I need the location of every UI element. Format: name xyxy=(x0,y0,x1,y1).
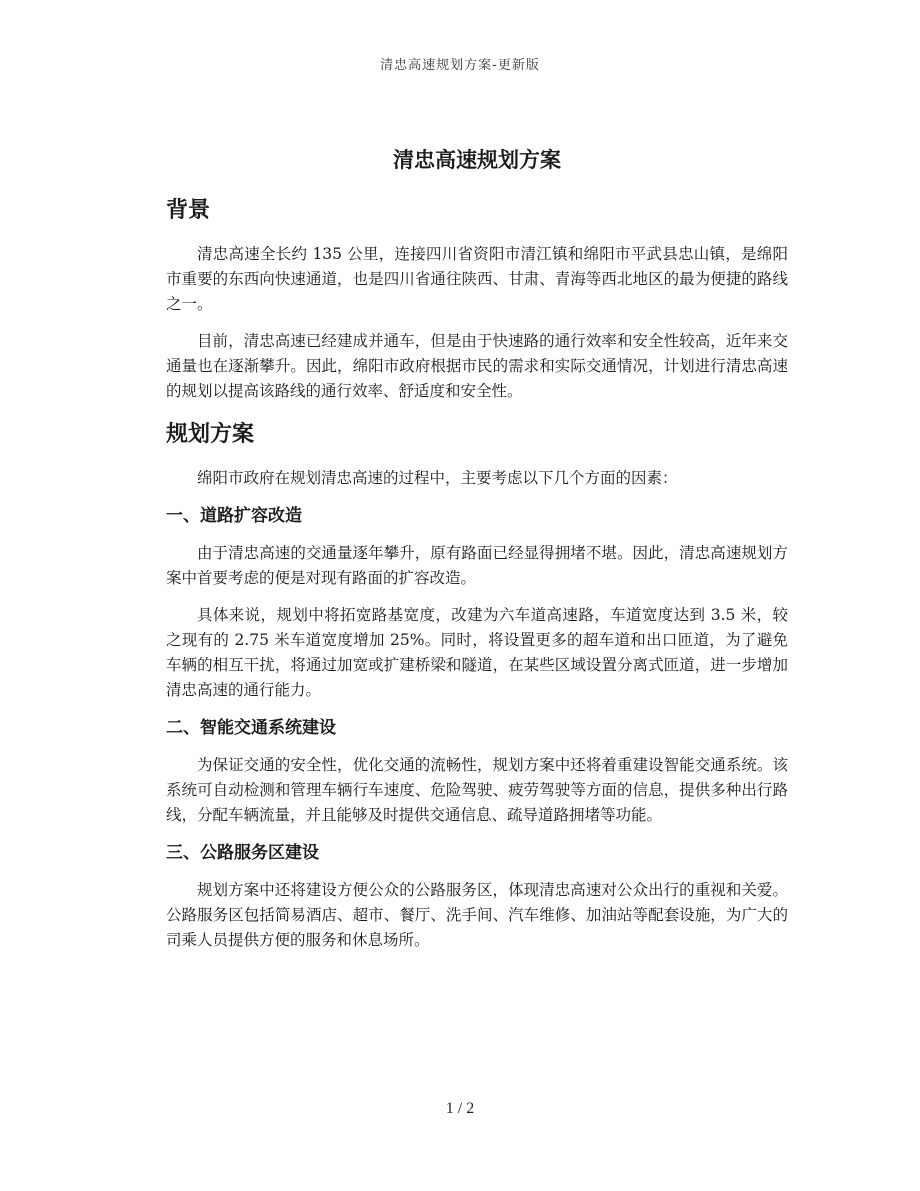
page-header: 清忠高速规划方案-更新版 xyxy=(380,58,540,73)
paragraph: 由于清忠高速的交通量逐年攀升，原有路面已经显得拥堵不堪。因此，清忠高速规划方案中首要考虑的便是对现有路面的扩容改造。 xyxy=(166,544,788,587)
subsection-heading-service: 三、公路服务区建设 xyxy=(166,843,319,863)
paragraph: 目前，清忠高速已经建成并通车，但是由于快速路的通行效率和安全性较高，近年来交通量也在逐渐攀升。因此，绵阳市政府根据市民的需求和实际交通情况，计划进行清忠高速的规划以提高该路线的通行效率、舒适度和安全性。 xyxy=(166,332,788,400)
subsection-heading-its: 二、智能交通系统建设 xyxy=(166,718,336,738)
document-title: 清忠高速规划方案 xyxy=(393,148,561,172)
paragraph: 具体来说，规划中将拓宽路基宽度，改建为六车道高速路，车道宽度达到 3.5 米，较之现有的 2.75 米车道宽度增加 25%。同时，将设置更多的超车道和出口匝道，为了避免车辆的相互干扰，将通过加宽或扩建桥梁和隧道，在某些区域设置分离式匝道，进一步增加清忠高速的通行能力。 xyxy=(166,606,788,699)
subsection-heading-road: 一、道路扩容改造 xyxy=(166,506,302,526)
paragraph: 绵阳市政府在规划清忠高速的过程中，主要考虑以下几个方面的因素： xyxy=(197,469,678,487)
paragraph: 规划方案中还将建设方便公众的公路服务区，体现清忠高速对公众出行的重视和关爱。公路服务区包括简易酒店、超市、餐厅、洗手间、汽车维修、加油站等配套设施，为广大的司乘人员提供方便的服务和休息场所。 xyxy=(166,881,788,949)
document-body xyxy=(166,138,788,965)
paragraph: 清忠高速全长约 135 公里，连接四川省资阳市清江镇和绵阳市平武县忠山镇，是绵阳市重要的东西向快速通道，也是四川省通往陕西、甘肃、青海等西北地区的最为便捷的路线之一。 xyxy=(166,245,788,313)
section-heading-plan: 规划方案 xyxy=(166,422,255,447)
section-heading-background: 背景 xyxy=(166,198,211,223)
paragraph: 为保证交通的安全性，优化交通的流畅性，规划方案中还将着重建设智能交通系统。该系统可自动检测和管理车辆行车速度、危险驾驶、疲劳驾驶等方面的信息，提供多种出行路线，分配车辆流量，并且能够及时提供交通信息、疏导道路拥堵等功能。 xyxy=(166,756,788,824)
page-number: 1 / 2 xyxy=(445,1100,475,1117)
